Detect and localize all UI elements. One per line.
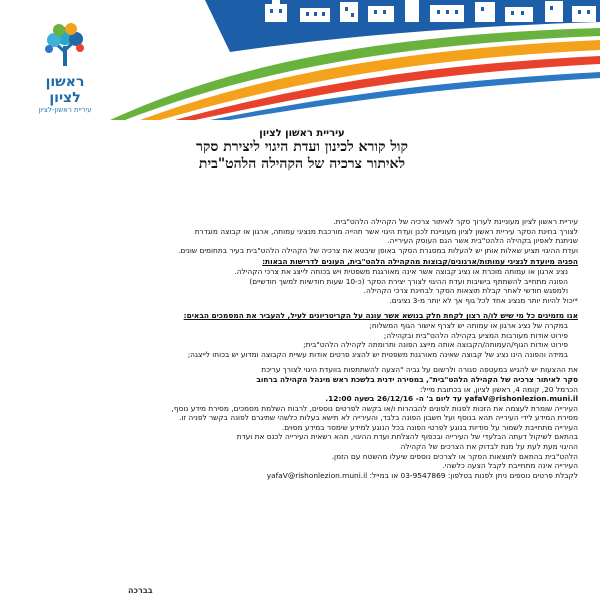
org-title: עיריית ראשון לציון bbox=[259, 128, 345, 139]
submission-line: סקר לאיתור צרכיה של הקהילה הלהט"בית", במסירה ידנית בלשכת ראש מינהל הקהילה ברחוב bbox=[256, 374, 578, 384]
tree-logo-icon bbox=[40, 22, 90, 68]
list-item: • במקרה של נציג ארגון או עמותה יש לצרף אישור הגוף המשלוח; bbox=[26, 321, 568, 331]
intro-line: עיריית ראשון לציון מעוניינת לערוך סקר לאיתור צרכיה של הקהילה הלהט"בית. bbox=[333, 217, 578, 226]
list-item: • ולמפגש חודשי לאחר קבלת תוצאות הסקר לבחינת צרכי הקהילה. bbox=[26, 286, 568, 296]
intro-line: שניתנת לאפיון בקהילה הלהט"בית אשר הגם העוסק העירייה. bbox=[387, 236, 578, 246]
list-item: • במידה והפונה הינו נציג של קבוצה שאינה מאורגנת משפטית יש להציג פרטים אודות עשיית הקבוצה ומדוע יש בכוחו לייצגה; bbox=[26, 350, 568, 360]
closing-line: העירייה מתחייבת לשמור על סודיות בנוגע לפרטי הפונה בכל הנוגע למידע שימסר במידע מסוים. bbox=[281, 422, 578, 432]
document-body bbox=[26, 120, 578, 480]
closing-line: בהתאם לשיקול דעתה הבלעדי של העירייה ובכפוף להצלחת ועדת ההיגוי, תהא רשאית העירייה לכנס את ועדת bbox=[236, 432, 578, 442]
closing-line: העירייה אינה מתחייבת לקבל הצעה כלשהי. bbox=[442, 461, 578, 471]
submission-line: את ההצעות יש להגיש במעטפה סגורה ולרשום על גביה "הצעה להשתתפות בוועדת היגוי לצורך עריכת bbox=[261, 365, 578, 375]
list-item: • נציג ארגון או עמותה מוכרת או נציג קבוצה אשר אינה מאורגנת משפטית ויש בכוחה לייצג את צרכי הקהילה. bbox=[26, 267, 568, 277]
closing-line: ההיגוי מעת לעת על מנת לבדוק את הצרכים של הקהילה bbox=[400, 442, 578, 452]
section1-heading: הפניה מיועדת לנציגי עמותות/ארגונים/קבוצות מהקהילה הלהט"בית, העונים לדרישות הבאות: bbox=[262, 257, 578, 267]
intro-line: ועדת ההיגוי תציע שאלות אותן יש להעלות במסגרת הסקר באופן שיבטא את צרכיה של הקהילה הלהט"בית בעיר בתחומים שונים. bbox=[178, 245, 578, 255]
section2-list bbox=[26, 321, 578, 359]
city-logo[interactable] bbox=[30, 22, 100, 115]
logo-city-name: ראשון לציון bbox=[45, 74, 85, 106]
closing-line: הלהט"בית בהתאם לתוצאות הסקר או לצרכים נוספים שיעלו מהשטח עם הזמן. bbox=[331, 451, 578, 461]
section2-heading: אנו מזמינים כל מי שיש לו/ה רצון לקחת חלק בנושא אשר עונה על הקריטריונים לעיל, להעביר את המסמכים הבאים: bbox=[183, 311, 578, 321]
section1-note: *יכול להיות יותר מנציג אחד לכל גוף אך לא יותר מ-3 נציגים. bbox=[389, 295, 578, 305]
submission-line: הכרמל 20, קומה 4, ראשון לציון, או בכתובת מייל: bbox=[420, 384, 578, 394]
list-item: • פירוט אודות מעורבות המציע בקהילה הלהט"בית ובקהילה; bbox=[26, 331, 568, 341]
main-title-line2: לאיתור צרכיה של הקהילה הלהט"בית bbox=[198, 156, 406, 172]
submission-deadline-line[interactable]: yafaV@rishonlezion.muni.il עד ליום ב' ה- 26/12/16 בשעה 12:00. bbox=[325, 394, 578, 404]
closing-line: מסירת המידע לידי העירייה תהא בנוסף ועל חשבון הפונה בלבד, והעירייה לא תישא בעלות כלשהי שתיגרם לפונה בקשר לפניה זו. bbox=[179, 413, 578, 423]
contact-line[interactable]: לקבלת פרטים נוספים ניתן לפנות בטלפון: 03-9547869 או במייל: yafaV@rishonlezion.muni.il bbox=[266, 470, 578, 480]
closing-line: העירייה שומרת לעצמה את הזכות לפנות לפונים להבהרות ו/או בקשה לפרטים נוספים, לרבות השלמת מסמכים, מסירת מידע נוסף, bbox=[171, 403, 578, 413]
signature-text: בברכה bbox=[128, 586, 153, 595]
logo-subtitle: עיריית ראשון-לציון bbox=[38, 106, 92, 114]
main-title-line1: קול קורא לכינון ועדת היגוי ליצירת סקר bbox=[196, 139, 408, 155]
intro-line: לצורך בחינת הסקר עיריית ראשון לציון מעוניינת לכנן ועדת היגוי אשר תהייה מורכבת מנציגי עמותה, ארגון או קבוצה מוגדרת bbox=[194, 226, 578, 236]
list-item: • פירוט אודות הגוף/העמותה/הקבוצה אותה מייצג הפונה ותרומתה לקהילה הלהט"בית; bbox=[26, 340, 568, 350]
section1-list bbox=[26, 267, 578, 296]
list-item: • הפונה מתחייב להשתתף בישיבות ועדת ההיגוי לצורך יצירת הסקר (כ-10 שעות חודשיות למשך חודשיים) bbox=[26, 277, 568, 287]
